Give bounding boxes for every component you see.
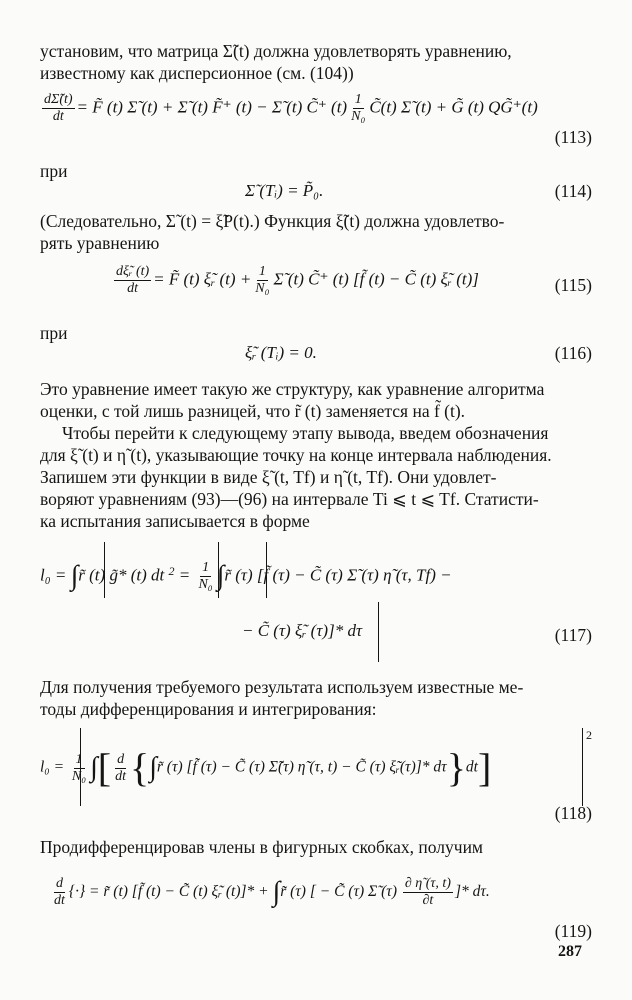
equation-number: (114) — [554, 181, 592, 201]
equation-number: (117) — [554, 625, 592, 645]
text-line: при — [40, 161, 68, 181]
abs-bar — [218, 542, 219, 598]
fraction: $\frac{d\Sigmã(t)}{dt}$ — [44, 92, 73, 124]
bracket: { — [130, 745, 150, 790]
text-line: установим, что матрица Σ̃(t) должна удовлетворять уравнению, — [40, 41, 512, 61]
bracket: ] — [477, 745, 492, 790]
equation-117: l₀ = ∫r̃ (t) g̃* (t) dt $^2$ = $\frac{1}{\text{N₀}}$ ∫r̃ (τ) [f̃ (τ) − C̃ (τ) Σ̃ (τ) η̃ (τ, Tf) − − C̃ (τ) ξ̃ᵣ (τ)]* dτ (117) — [0, 538, 632, 666]
text-line: Это уравнение имеет такую же структуру, как уравнение алгоритма — [40, 379, 545, 399]
equation-number: (113) — [554, 127, 592, 147]
integral-sign: ∫ — [272, 876, 281, 908]
equation-118: l₀ = $\frac{1}{\text{N₀}}$ ∫[ $\frac{d}{dt}$ {∫r̃ (τ) [f̃ (τ) − C̃ (τ) Σ̃(τ) η̃ (τ, t) − C̃ (τ) ξ̃ᵣ(τ)]* dτ}dt] 2 (118) — [40, 728, 592, 823]
equation-114: Σ̃ (Tᵢ) = P̃₀. (114) — [245, 181, 592, 201]
text-line: для ξ̃ (t) и η̃ (t), указывающие точку на конце интервала наблюдения. — [40, 445, 552, 465]
text-line: тоды дифференцирования и интегрирования: — [40, 699, 377, 719]
integral-sign: ∫ — [149, 752, 157, 783]
text-line: Запишем эти функции в виде ξ̃ (t, Tf) и η̃ (t, Tf). Они удовлет- — [40, 467, 497, 487]
text-line: Чтобы перейти к следующему этапу вывода, введем обозначения — [62, 423, 549, 443]
fraction: $\frac{1}{\text{N₀}}$ — [351, 92, 366, 124]
equation-116: ξ̃ᵣ (Tᵢ) = 0. (116) — [245, 343, 592, 363]
abs-bar — [582, 728, 583, 806]
equation-number: (115) — [554, 275, 592, 295]
equation-115: $\frac{\text{dξ̃ᵣ (t)}}{dt}$ = F̃ (t) ξ̃ᵣ (t) + $\frac{1}{\text{N₀}}$ Σ̃ (t) C̃⁺ (t) [f̃ (t) − C̃ (t) ξ̃ᵣ (t)] (115) — [116, 264, 592, 296]
abs-bar — [378, 602, 379, 662]
abs-bar — [80, 728, 81, 806]
text-line: ка испытания записывается в форме — [40, 511, 310, 531]
equation-113: $\frac{d\Sigmã(t)}{dt}$ = F̃ (t) Σ̃ (t) + Σ̃ (t) F̃⁺ (t) − Σ̃ (t) C̃⁺ (t) $\frac{1}{\text{N₀}}$ C̃(t) Σ̃ (t) + G̃ (t) QG̃⁺(t) (113) — [44, 92, 592, 147]
equation-number: (119) — [554, 921, 592, 941]
text-line: Продифференцировав члены в фигурных скобках, получим — [40, 837, 484, 857]
integral-sign: ∫ — [90, 752, 98, 783]
fraction: $\frac{d}{dt}$ — [115, 751, 127, 784]
text-line: известному как дисперсионное (см. (104)) — [40, 63, 354, 83]
fraction: $\frac{1}{\text{N₀}}$ — [198, 560, 213, 592]
text-line: рять уравнению — [40, 233, 160, 253]
integral-sign: ∫ — [216, 560, 225, 592]
abs-bar — [266, 542, 267, 598]
abs-bar — [104, 542, 105, 598]
equation-119: $\frac{d}{dt}$ {·} = r̃ (t) [f̃ (t) − C̃ (t) ξ̃ᵣ (t)]* + ∫r̃ (τ) [ − C̃ (τ) Σ̃ (τ) $\frac{\partial \etã (\tau, t)}{\partial t}$ ]* dτ. (119) — [54, 876, 592, 941]
integral-sign: ∫ — [70, 560, 79, 592]
text-line: оценки, с той лишь разницей, что r̃ (t) заменяется на f̃ (t). — [40, 401, 466, 421]
fraction: $\frac{\partial \etã (\tau, t)}{\partial t}$ — [404, 876, 451, 908]
fraction: $\frac{\text{dξ̃ᵣ (t)}}{dt}$ — [116, 264, 150, 296]
text-line: воряют уравнениям (93)—(96) на интервале Ti ⩽ t ⩽ Tf. Статисти- — [40, 489, 539, 509]
text-line: Для получения требуемого результата используем известные ме- — [40, 677, 524, 697]
fraction: $\frac{d}{dt}$ — [54, 876, 65, 908]
bracket: } — [446, 745, 466, 790]
equation-number: (118) — [554, 803, 592, 823]
text-line: (Следовательно, Σ̃ (t) = ξ̃P(t).) Функция ξ̃(t) должна удовлетво- — [40, 211, 505, 231]
page-number: 287 — [558, 943, 582, 960]
text-line: при — [40, 323, 68, 343]
fraction: $\frac{1}{\text{N₀}}$ — [71, 751, 87, 784]
bracket: [ — [97, 745, 112, 790]
equation-number: (116) — [554, 343, 592, 363]
fraction: $\frac{1}{\text{N₀}}$ — [255, 264, 270, 296]
